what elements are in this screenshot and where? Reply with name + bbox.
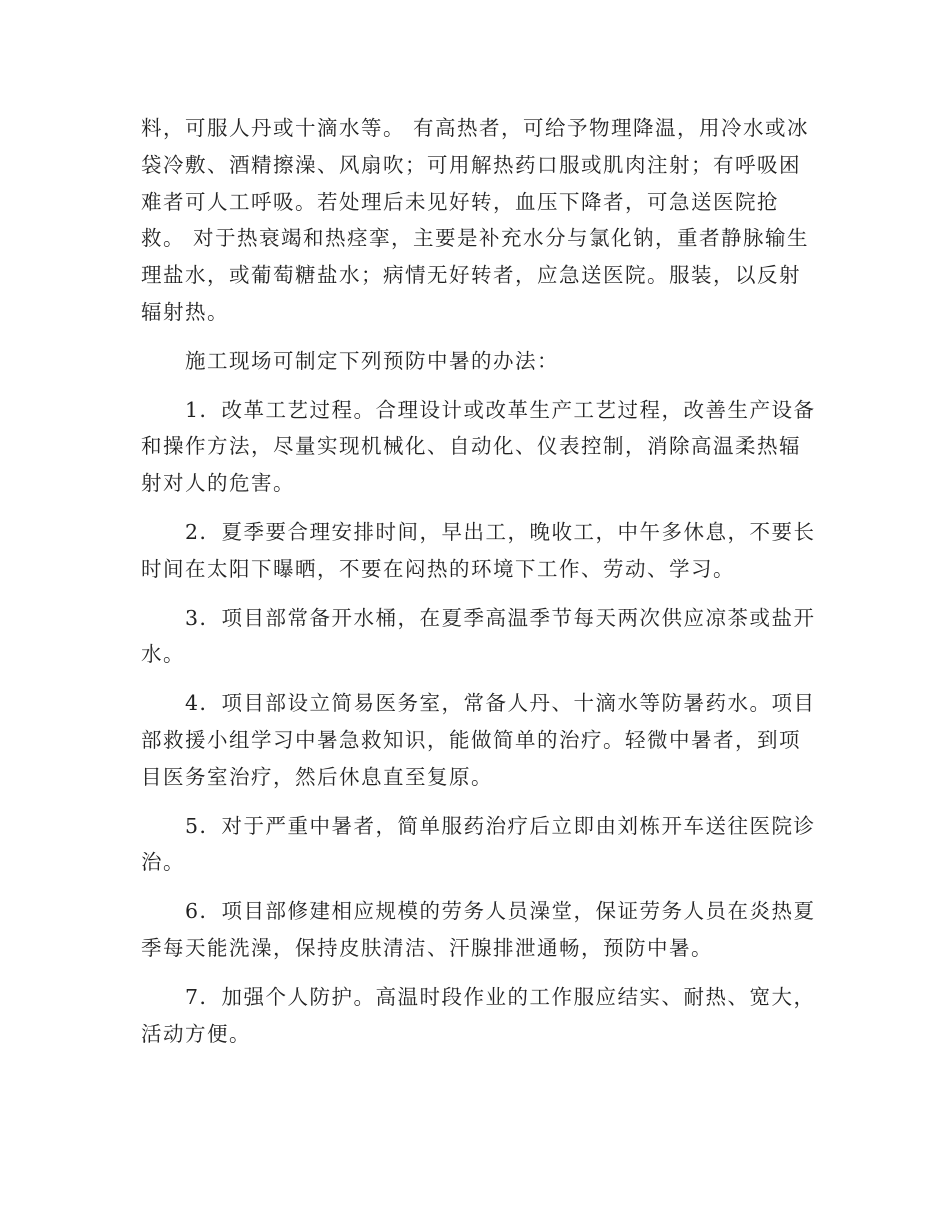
text-line: 目医务室治疗，然后休息直至复原。 xyxy=(141,764,493,789)
list-item-6-bathhouse xyxy=(141,893,816,967)
text-line: 救。 对于热衰竭和热痉挛，主要是补充水分与氯化钠，重者静脉输生 xyxy=(141,226,810,251)
list-item-2-work-schedule xyxy=(141,514,816,588)
text-line: 6．项目部修建相应规模的劳务人员澡堂，保证劳务人员在炎热夏 xyxy=(185,899,816,924)
text-line: 2．夏季要合理安排时间，早出工，晚收工，中午多休息，不要长 xyxy=(185,519,816,544)
paragraph-prevention-intro xyxy=(141,343,811,380)
text-line: 辐射热。 xyxy=(141,299,229,324)
text-line: 4．项目部设立简易医务室，常备人丹、十滴水等防暑药水。项目 xyxy=(185,691,816,716)
text-line: 1．改革工艺过程。合理设计或改革生产工艺过程，改善生产设备 xyxy=(185,397,816,422)
text-line: 难者可人工呼吸。若处理后未见好转，血压下降者，可急送医院抢 xyxy=(141,189,779,214)
document-body xyxy=(141,110,816,1052)
text-line: 活动方便。 xyxy=(141,1021,251,1046)
text-line: 料，可服人丹或十滴水等。 有高热者，可给予物理降温，用冷水或冰 xyxy=(141,116,810,140)
text-line: 施工现场可制定下列预防中暑的办法： xyxy=(185,348,559,373)
text-line: 和操作方法，尽量实现机械化、自动化、仪表控制，消除高温柔热辐 xyxy=(141,434,801,459)
text-line: 部救援小组学习中暑急救知识，能做简单的治疗。轻微中暑者，到项 xyxy=(141,727,801,752)
text-line: 水。 xyxy=(141,642,185,667)
text-line: 季每天能洗澡，保持皮肤清洁、汗腺排泄通畅，预防中暑。 xyxy=(141,935,713,960)
list-item-3-water-supply xyxy=(141,600,816,674)
text-line: 3．项目部常备开水桶，在夏季高温季节每天两次供应凉茶或盐开 xyxy=(185,605,816,630)
text-line: 治。 xyxy=(141,850,185,875)
list-item-5-severe-cases xyxy=(141,808,816,882)
list-item-4-clinic xyxy=(141,685,816,795)
list-item-7-personal-protection xyxy=(141,979,816,1053)
list-item-1-process-reform xyxy=(141,392,816,502)
text-line: 7．加强个人防护。高温时段作业的工作服应结实、耐热、宽大， xyxy=(185,984,816,1009)
text-line: 时间在太阳下曝晒，不要在闷热的环境下工作、劳动、学习。 xyxy=(141,556,735,581)
paragraph-first-aid-continued xyxy=(141,110,811,331)
text-line: 射对人的危害。 xyxy=(141,471,295,496)
text-line: 理盐水，或葡萄糖盐水；病情无好转者，应急送医院。服装，以反射 xyxy=(141,263,801,288)
text-line: 5．对于严重中暑者，简单服药治疗后立即由刘栋开车送往医院诊 xyxy=(185,813,816,838)
text-line: 袋冷敷、酒精擦澡、风扇吹；可用解热药口服或肌肉注射；有呼吸困 xyxy=(141,152,801,177)
